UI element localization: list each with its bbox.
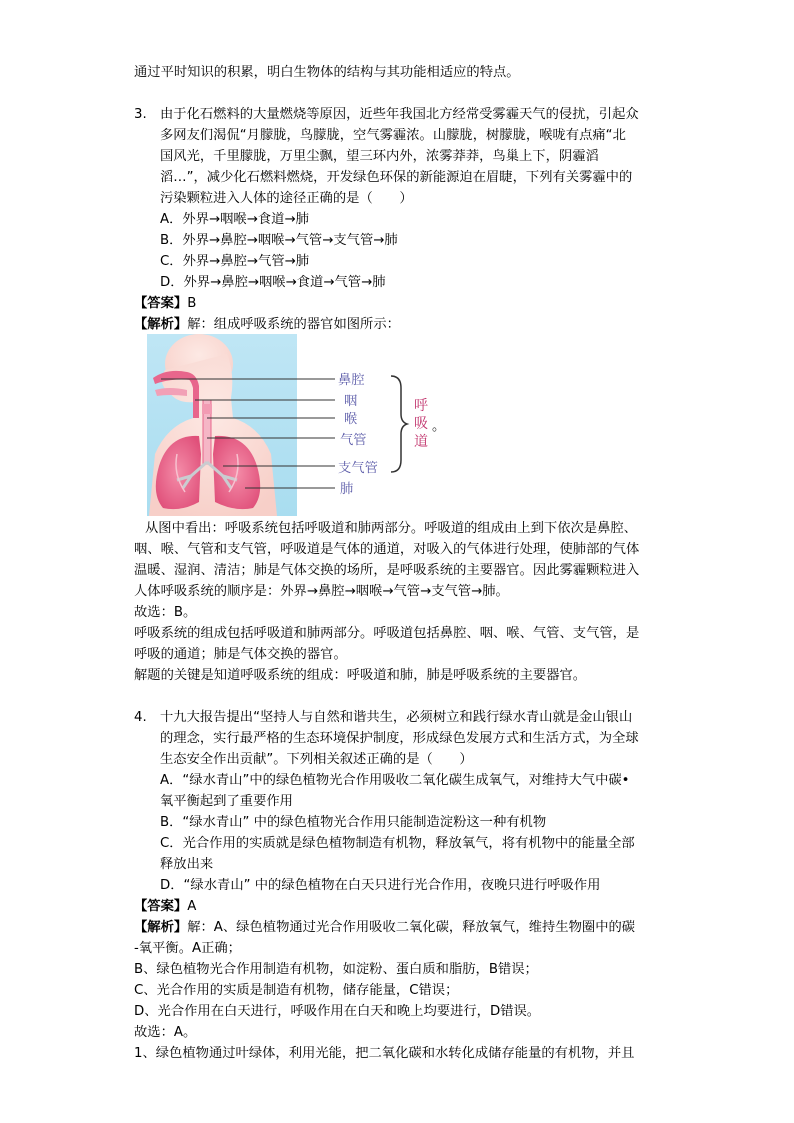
brace: [391, 376, 407, 472]
question-stem-line: 国风光，千里朦胧，万里尘飘，望三环内外，浓雾莽莽，鸟巢上下，阴霾滔: [160, 149, 599, 164]
analysis-row: [134, 314, 400, 335]
group-label-char: 呼: [414, 398, 428, 414]
group-label-char: 吸: [414, 416, 428, 432]
question-stem-line: 污染颗粒进入人体的途径正确的是（ ）: [160, 191, 413, 206]
analysis-row: [134, 917, 635, 938]
question-stem-line: 多网友们渴侃“月朦胧，鸟朦胧，空气雾霾浓。山朦胧，树朦胧，喉咙有点痛“北: [160, 128, 626, 143]
option-c: C．外界→鼻腔→气管→肺: [160, 254, 310, 269]
option-a-cont: 氧平衡起到了重要作用: [160, 794, 293, 809]
question-stem-line: 滔…”，减少化石燃料燃烧，开发绿色环保的新能源迫在眉睫，下列有关雾霾中的: [160, 170, 633, 185]
analysis-line: 温暖、湿润、清洁；肺是气体交换的场所，是呼吸系统的主要器官。因此雾霾颗粒进入: [134, 563, 640, 578]
analysis-line: 解题的关键是知道呼吸系统的组成：呼吸道和肺，肺是呼吸系统的主要器官。: [134, 668, 587, 683]
group-label-char: 道: [414, 434, 428, 450]
analysis-line: 呼吸系统的组成包括呼吸道和肺两部分。呼吸道包括鼻腔、咽、喉、气管、支气管，是: [134, 626, 640, 641]
analysis-text: 解：组成呼吸系统的器官如图所示：: [187, 317, 400, 332]
analysis-label: 【解析】: [134, 317, 188, 332]
analysis-line: 故选：B。: [134, 605, 197, 620]
analysis-line: C、光合作用的实质是制造有机物，储存能量，C错误；: [134, 983, 459, 998]
answer-label: 【答案】: [134, 296, 188, 311]
label-bronchus: 支气管: [338, 461, 378, 476]
answer-label: 【答案】: [134, 899, 188, 914]
analysis-line: 呼吸的通道；肺是气体交换的器官。: [134, 647, 347, 662]
option-b: B．“绿水青山” 中的绿色植物光合作用只能制造淀粉这一种有机物: [160, 815, 547, 830]
label-lung: 肺: [340, 482, 354, 497]
question-stem-line: 的理念，实行最严格的生态环境保护制度，形成绿色发展方式和生活方式，为全球: [160, 731, 639, 746]
option-c: C．光合作用的实质就是绿色植物制造有机物，释放氧气，将有机物中的能量全部: [160, 836, 635, 851]
answer-row: [134, 896, 196, 917]
question-stem-line: 十九大报告提出“坚持人与自然和谐共生，必须树立和践行绿水青山就是金山银山: [160, 710, 633, 725]
option-b: B．外界→鼻腔→咽喉→气管→支气管→肺: [160, 233, 398, 248]
label-pharynx: 咽: [344, 394, 358, 409]
option-a: A．“绿水青山”中的绿色植物光合作用吸收二氧化碳生成氧气，对维持大气中碳•: [160, 773, 630, 788]
respiratory-system-figure: [147, 334, 447, 516]
answer-value: A: [187, 899, 197, 914]
analysis-line: 从图中看出：呼吸系统包括呼吸道和肺两部分。呼吸道的组成由上到下依次是鼻腔、: [145, 521, 637, 536]
answer-value: B: [187, 296, 197, 311]
intro-text: 通过平时知识的积累，明白生物体的结构与其功能相适应的特点。: [134, 65, 520, 80]
question-number: 3.: [134, 107, 147, 122]
answer-row: [134, 293, 196, 314]
label-trachea: 气管: [340, 433, 367, 448]
question-stem-line: 生态安全作出贡献”。下列相关叙述正确的是（ ）: [160, 752, 473, 767]
option-d: D．外界→鼻腔→咽喉→食道→气管→肺: [160, 275, 386, 290]
analysis-label: 【解析】: [134, 920, 188, 935]
label-nasal-cavity: 鼻腔: [338, 373, 365, 388]
analysis-line: -氧平衡。A正确；: [134, 941, 241, 956]
option-a: A．外界→咽喉→食道→肺: [160, 212, 309, 227]
label-larynx: 喉: [344, 412, 358, 427]
question-number: 4.: [134, 710, 147, 725]
figure-trailing-period: 。: [432, 419, 446, 434]
option-d: D．“绿水青山” 中的绿色植物在白天只进行光合作用，夜晚只进行呼吸作用: [160, 878, 601, 893]
analysis-line: B、绿色植物光合作用制造有机物，如淀粉、蛋白质和脂肪，B错误；: [134, 962, 538, 977]
analysis-text: 解：A、绿色植物通过光合作用吸收二氧化碳，释放氧气，维持生物圈中的碳: [187, 920, 636, 935]
question-stem-line: 由于化石燃料的大量燃烧等原因，近些年我国北方经常受雾霾天气的侵扰，引起众: [160, 107, 639, 122]
analysis-line: 故选：A。: [134, 1025, 197, 1040]
analysis-line: 咽、喉、气管和支气管，呼吸道是气体的通道，对吸入的气体进行处理，使肺部的气体: [134, 542, 640, 557]
analysis-line: D、光合作用在白天进行，呼吸作用在白天和晚上均要进行，D错误。: [134, 1004, 541, 1019]
option-c-cont: 释放出来: [160, 857, 214, 872]
analysis-line: 人体呼吸系统的顺序是：外界→鼻腔→咽喉→气管→支气管→肺。: [134, 584, 509, 599]
analysis-line: 1、绿色植物通过叶绿体，利用光能，把二氧化碳和水转化成储存能量的有机物，并且: [134, 1046, 635, 1061]
